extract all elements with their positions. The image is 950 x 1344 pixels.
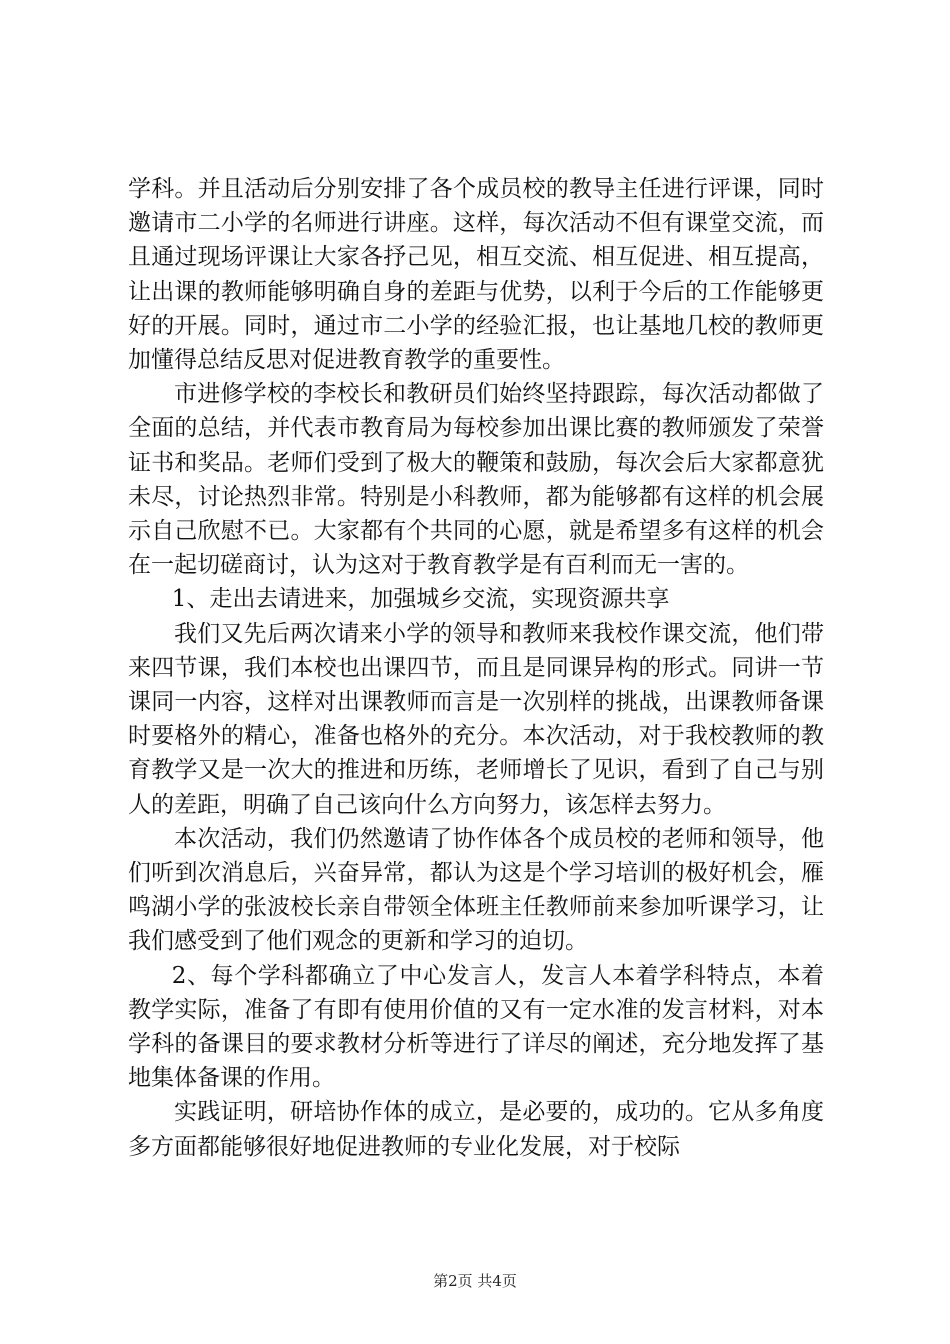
- section-heading-1: 1、走出去请进来，加强城乡交流，实现资源共享: [171, 586, 670, 613]
- paragraph-invitation: 本次活动，我们仍然邀请了协作体各个成员校的老师和领导，他们听到次消息后，兴奋异常，都认为这是个学习培训的极好机会，雁鸣湖小学的张波校长亲自带领全体班主任教师前来参加听课学习，让我们感受到了他们观念的更新和学习的迫切。: [128, 825, 824, 955]
- paragraph-continuation: 学科。并且活动后分别安排了各个成员校的教导主任进行评课，同时邀请市二小学的名师进行讲座。这样，每次活动不但有课堂交流，而且通过现场评课让大家各抒己见，相互交流、相互促进、相互提高，让出课的教师能够明确自身的差距与优势，以利于今后的工作能够更好的开展。同时，通过市二小学的经验汇报，也让基地几校的教师更加懂得总结反思对促进教育教学的重要性。: [128, 176, 824, 374]
- paragraph-conclusion: 实践证明，研培协作体的成立，是必要的，成功的。它从多角度多方面都能够很好地促进教师的专业化发展，对于校际: [128, 1099, 824, 1160]
- document-body: [128, 172, 824, 1164]
- page-number-footer: 第2页 共4页: [433, 1272, 517, 1290]
- paragraph-item-2: 2、每个学科都确立了中心发言人，发言人本着学科特点，本着教学实际，准备了有即有使用价值的又有一定水准的发言材料，对本学科的备课目的要求教材分析等进行了详尽的阐述，充分地发挥了基地集体备课的作用。: [128, 962, 824, 1092]
- paragraph-exchange: 我们又先后两次请来小学的领导和教师来我校作课交流，他们带来四节课，我们本校也出课四节，而且是同课异构的形式。同讲一节课同一内容，这样对出课教师而言是一次别样的挑战，出课教师备课时要格外的精心，准备也格外的充分。本次活动，对于我校教师的教育教学又是一次大的推进和历练，老师增长了见识，看到了自己与别人的差距，明确了自己该向什么方向努力，该怎样去努力。: [128, 620, 824, 818]
- paragraph-summary: 市进修学校的李校长和教研员们始终坚持跟踪，每次活动都做了全面的总结，并代表市教育局为每校参加出课比赛的教师颁发了荣誉证书和奖品。老师们受到了极大的鞭策和鼓励，每次会后大家都意犹未尽，讨论热烈非常。特别是小科教师，都为能够都有这样的机会展示自己欣慰不已。大家都有个共同的心愿，就是希望多有这样的机会在一起切磋商讨，认为这对于教育教学是有百利而无一害的。: [128, 381, 824, 579]
